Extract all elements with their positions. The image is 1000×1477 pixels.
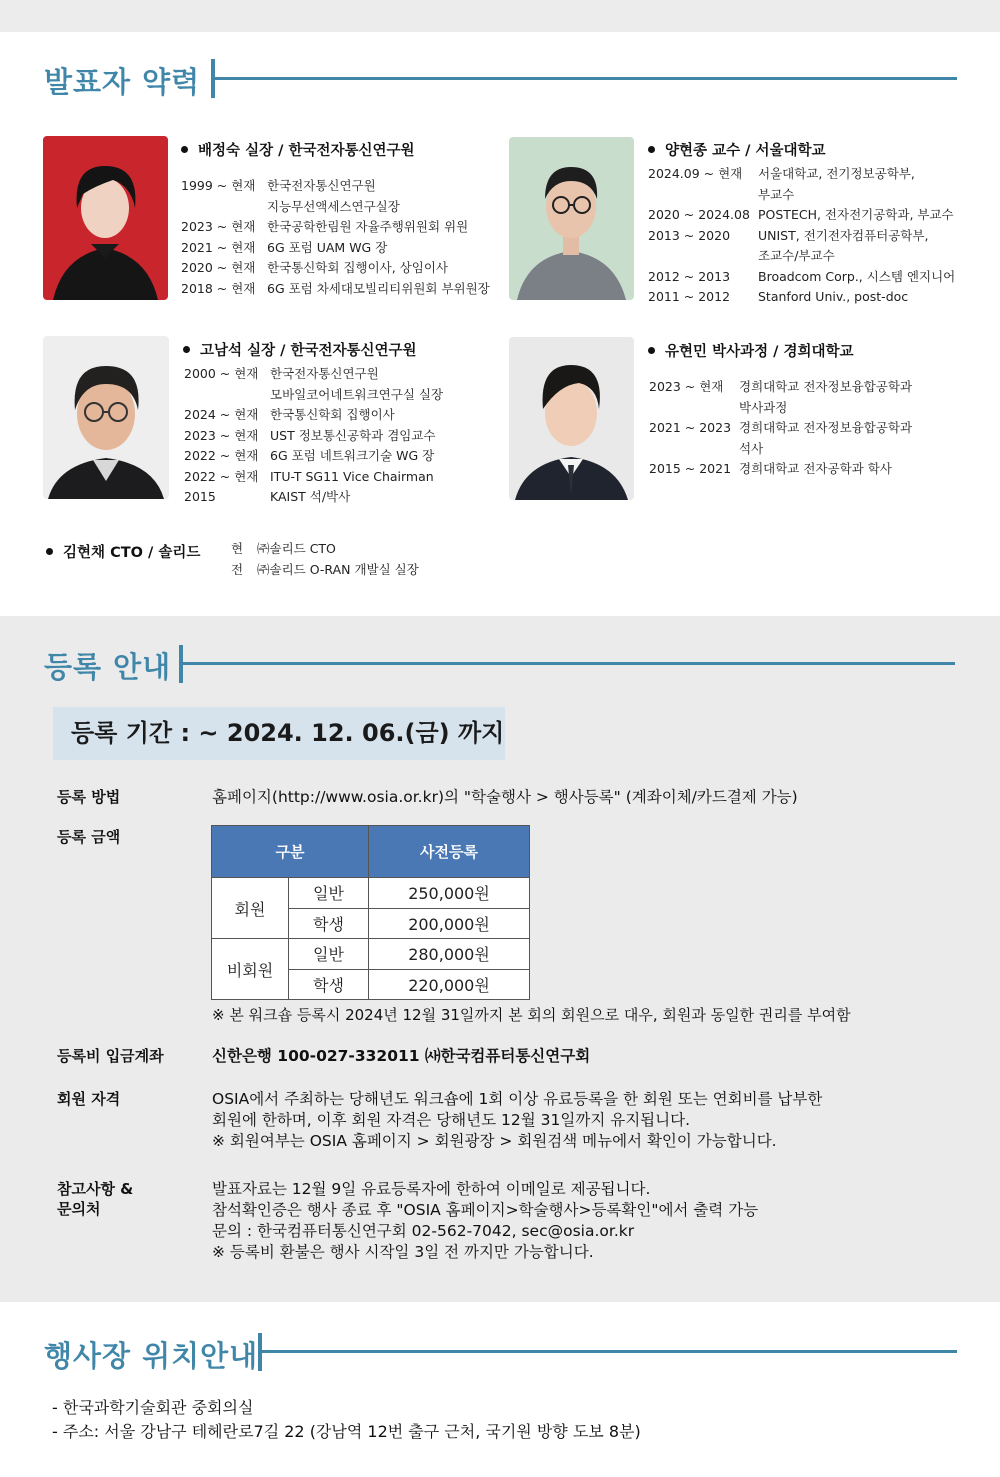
notes-label-line-1: 참고사항 &	[57, 1180, 134, 1198]
speaker-history-ko: 2000 ~ 현재 한국전자통신연구원 모바일코어네트워크연구실 실장 2024 ~ 현재 한국통신학회 집행이사 2023 ~ 현재 UST 정보통신공학과 겸임교수 2022 ~ 현재 6G 포럼 네트워크기술 WG 장 2022 ~ 현재 ITU-T SG11 Vice Chairman 2015 KAIST 석/박사	[184, 366, 444, 504]
venue-section-title: 행사장 위치안내	[44, 1339, 259, 1373]
table-cell: 200,000원	[369, 908, 530, 939]
notes-line-4: ※ 등록비 환불은 행사 시작일 3일 전 까지만 가능합니다.	[212, 1243, 594, 1261]
table-row	[212, 939, 530, 970]
venue-name: - 한국과학기술회관 중회의실	[52, 1398, 254, 1417]
venue-address: - 주소: 서울 강남구 테헤란로7길 22 (강남역 12번 출구 근처, 국기원 방향 도보 8분)	[52, 1422, 641, 1441]
speaker-photo-yang	[509, 137, 634, 300]
table-cell: 학생	[289, 908, 369, 939]
speaker-name-yoo: 유현민 박사과정 / 경희대학교	[648, 340, 854, 361]
table-row	[212, 878, 530, 909]
account-label: 등록비 입금계좌	[57, 1047, 164, 1065]
table-cell: 220,000원	[369, 969, 530, 1000]
speaker-name-yang: 양현종 교수 / 서울대학교	[648, 139, 826, 160]
speaker-photo-yoo	[509, 337, 634, 500]
registration-section-title: 등록 안내	[44, 650, 172, 684]
table-cell: 회원	[212, 878, 289, 939]
notes-line-1: 발표자료는 12월 9일 유료등록자에 한하여 이메일로 제공됩니다.	[212, 1180, 651, 1198]
registration-fee-note: ※ 본 워크숍 등록시 2024년 12월 31일까지 본 회의 회원으로 대우, 회원과 동일한 권리를 부여함	[212, 1006, 851, 1024]
table-cell: 일반	[289, 939, 369, 970]
table-cell: 250,000원	[369, 878, 530, 909]
section-divider-line	[213, 77, 957, 80]
speaker-history-kim: 현 ㈜솔리드 CTO 전 ㈜솔리드 O-RAN 개발실 실장	[231, 541, 419, 577]
membership-line-1: OSIA에서 주최하는 당해년도 워크숍에 1회 이상 유료등록을 한 회원 또는 연회비를 납부한	[212, 1090, 823, 1108]
notes-line-2: 참석확인증은 행사 종료 후 "OSIA 홈페이지>학술행사>등록확인"에서 출력 가능	[212, 1201, 759, 1219]
registration-method-value: 홈페이지(http://www.osia.or.kr)의 "학술행사 > 행사등록" (계좌이체/카드결제 가능)	[212, 788, 798, 806]
table-cell: 280,000원	[369, 939, 530, 970]
account-value: 신한은행 100-027-332011 ㈔한국컴퓨터통신연구회	[212, 1047, 591, 1065]
speaker-history-yoo: 2023 ~ 현재 경희대학교 전자정보융합공학과 박사과정 2021 ~ 2023 경희대학교 전자정보융합공학과 석사 2015 ~ 2021 경희대학교 전자공학과 학사	[649, 379, 913, 476]
membership-line-2: 회원에 한하며, 이후 회원 자격은 당해년도 12월 31일까지 유지됩니다.	[212, 1111, 691, 1129]
registration-period-banner: 등록 기간 : ~ 2024. 12. 06.(금) 까지	[53, 707, 505, 760]
membership-label: 회원 자격	[57, 1090, 121, 1108]
table-header: 구분	[212, 826, 369, 878]
speaker-history-bae: 1999 ~ 현재 한국전자통신연구원 지능무선액세스연구실장 2023 ~ 현재 한국공학한림원 자율주행위원회 위원 2021 ~ 현재 6G 포럼 UAM WG 장 2020 ~ 현재 한국통신학회 집행이사, 상임이사 2018 ~ 현재 6G 포럼 차세대모빌리티위원회 부위원장	[181, 178, 490, 296]
membership-line-3: ※ 회원여부는 OSIA 홈페이지 > 회원광장 > 회원검색 메뉴에서 확인이 가능합니다.	[212, 1132, 777, 1150]
bullet-icon	[183, 346, 190, 353]
registration-fee-table	[211, 825, 530, 1000]
section-divider-line	[181, 662, 955, 665]
venue-band	[0, 1302, 1000, 1477]
speaker-name-ko: 고남석 실장 / 한국전자통신연구원	[183, 339, 417, 360]
speaker-photo-bae	[43, 136, 168, 300]
table-cell: 비회원	[212, 939, 289, 1000]
registration-method-label: 등록 방법	[57, 788, 121, 806]
table-cell: 일반	[289, 878, 369, 909]
table-cell: 학생	[289, 969, 369, 1000]
speaker-name-bae: 배정숙 실장 / 한국전자통신연구원	[181, 139, 415, 160]
bullet-icon	[648, 146, 655, 153]
notes-label-line-2: 문의처	[57, 1200, 101, 1218]
notes-line-3: 문의 : 한국컴퓨터통신연구회 02-562-7042, sec@osia.or.kr	[212, 1222, 635, 1240]
section-divider-line	[260, 1350, 957, 1353]
bullet-icon	[46, 548, 53, 555]
speaker-history-yang: 2024.09 ~ 현재 서울대학교, 전기정보공학부, 부교수 2020 ~ 2024.08 POSTECH, 전자전기공학과, 부교수 2013 ~ 2020 UNIST, 전기전자컴퓨터공학부, 조교수/부교수 2012 ~ 2013 Broadcom Corp., 시스템 엔지니어 2011 ~ 2012 Stanford Univ., post-doc	[648, 166, 956, 304]
speakers-section-title: 발표자 약력	[44, 65, 201, 99]
bullet-icon	[181, 146, 188, 153]
speakers-band	[0, 32, 1000, 616]
table-header: 사전등록	[369, 826, 530, 878]
speaker-photo-ko	[43, 336, 169, 499]
registration-fee-label: 등록 금액	[57, 828, 121, 846]
speaker-name-kim: 김현채 CTO / 솔리드	[46, 541, 200, 562]
bullet-icon	[648, 347, 655, 354]
